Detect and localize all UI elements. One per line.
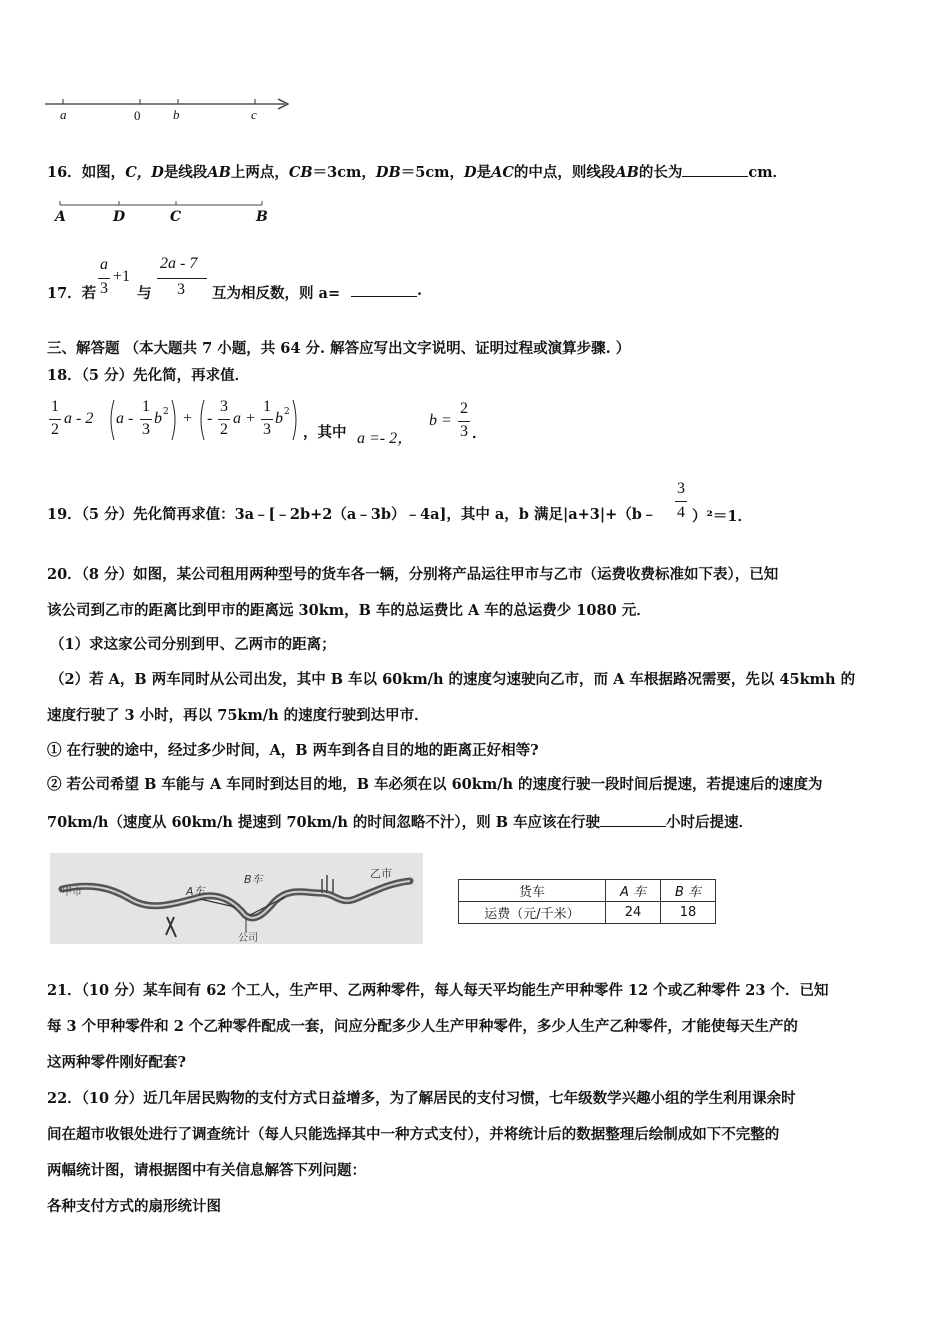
q18-half-den: 2 [51,421,59,438]
q18-paren-right-1 [171,399,179,441]
section-3-title: 三、解答题 （本大题共 7 小题，共 64 分. 解答应写出文字说明、证明过程或演算步骤. ） [47,340,631,357]
q21-line-2: 每 3 个甲种零件和 2 个乙种零件配成一套，问应分配多少人生产甲种零件，多少人生产乙种零件，才能使每天生产的 [47,1018,798,1035]
q20-line-7: ② 若公司希望 B 车能与 A 车同时到达目的地，B 车必须在以 60km/h 的速度行驶一段时间后提速，若提速后的速度为 [47,776,823,793]
q18-square-1: 2 [163,407,169,417]
q18-title: 18．（5 分）先化简，再求值． [47,367,250,384]
segment-label-d: D [113,209,126,225]
q17-frac2-den: 3 [177,281,185,298]
fee-table [458,879,716,924]
q16-var: AC [491,164,514,181]
number-line-label-0: 0 [134,108,141,123]
q18-a-value: a =- 2， [357,430,414,447]
q16-text: 的中点，则线段 [513,164,616,181]
q16-text: 如图， [81,164,126,181]
q18-b-value: b = [429,412,452,429]
q16-var: AB [615,164,639,181]
q17-frac1-den: 3 [100,280,108,297]
q17-with: 与 [137,285,152,302]
segment-diagram [55,198,270,212]
q19-frac-den: 4 [677,504,685,521]
q20-line-6: ① 在行驶的途中，经过多少时间，A，B 两车到各自目的地的距离正好相等? [47,742,539,759]
q22-line-4: 各种支付方式的扇形统计图 [47,1198,221,1215]
q17-answer-blank[interactable] [351,282,417,297]
q20-line-4: （2）若 A，B 两车同时从公司出发，其中 B 车以 60km/h 的速度匀速驶向乙市，而 A 车根据路况需要，先以 45kmh 的 [50,671,856,688]
q18-32-den: 2 [220,421,228,438]
route-road [62,881,410,918]
route-map-image [50,853,423,944]
q18-third-den: 3 [142,421,150,438]
q17-plus-one: +1 [113,268,131,285]
q20-line-8-a: 70km/h（速度从 60km/h 提速到 70km/h 的时间忽略不汁），则 B 车应该在行驶 [47,814,601,831]
q17-frac1-num: a [100,256,108,273]
number-line-label-c: c [251,107,257,122]
q19-tail: ）²＝1． [692,508,752,525]
q20-line-1: 20．（8 分）如图，某公司租用两种型号的货车各一辆，分别将产品运往甲市与乙市（运费收费标准如下表），已知 [47,566,779,583]
q20-answer-blank[interactable] [600,812,666,827]
map-label-yi: 乙市 [370,867,392,880]
q17-end: . [417,282,423,299]
q17-frac2-bar [157,278,207,279]
fee-table-header-a: A 车 [606,880,661,902]
q20-line-8-b: 小时后提速． [666,814,754,831]
q16-text: 上两点， [230,164,289,181]
q16-text: ＝3cm， [312,164,376,181]
q22-line-3: 两幅统计图，请根据图中有关信息解答下列问题： [47,1162,366,1179]
q17-tail: 互为相反数，则 a= [212,285,341,302]
q18-half-bar [49,419,61,420]
q18-minus: - [207,410,213,427]
q18-b-num: 2 [460,400,468,417]
segment-label-c: C [170,209,182,225]
q19-text: 19．（5 分）先化简再求值：3a﹣[﹣2b+2（a﹣3b）﹣4a]，其中 a，b 满足|a+3|+（b﹣ [47,506,657,523]
number-line-label-a: a [60,107,67,122]
route-marker [166,917,176,937]
fee-table-row-label: 运费（元/千米） [459,902,606,924]
q18-expression [47,398,567,448]
q20-line-3: （1）求这家公司分别到甲、乙两市的距离； [50,636,336,653]
q18-half-num: 1 [51,398,59,415]
q18-third-num: 1 [142,398,150,415]
q18-third2-den: 3 [263,421,271,438]
segment-label-a: A [55,209,66,225]
q20-line-8 [47,812,753,833]
number-line-label-b: b [173,107,180,122]
q16-var: AB [207,164,231,181]
q19-frac-num: 3 [677,480,685,497]
q21-line-1: 21．（10 分）某车间有 62 个工人，生产甲、乙两种零件，每人每天平均能生产甲种零件 12 个或乙种零件 23 个．已知 [47,982,829,999]
number-line-diagram [40,92,300,128]
q20-line-2: 该公司到乙市的距离比到甲市的距离远 30km，B 车的总运费比 A 车的总运费少 1080 元． [47,602,651,619]
q16-text: 的长为 [638,164,683,181]
q18-term-a: a - 2 [64,410,94,427]
q18-third2-bar [261,419,273,420]
q16-var: C，D [125,164,164,181]
q18-third2-num: 1 [263,398,271,415]
question-16 [47,162,787,183]
q16-answer-blank[interactable] [682,162,748,177]
fee-table-row [459,902,716,924]
q18-plus: + [183,410,193,427]
q18-paren-left-2 [197,399,205,441]
segment-label-b: B [256,209,268,225]
q16-unit: cm． [748,164,788,181]
q22-line-1: 22．（10 分）近几年居民购物的支付方式日益增多，为了解居民的支付习惯，七年级数学兴趣小组的学生利用课余时 [47,1090,796,1107]
fee-table-header-truck: 货车 [459,880,606,902]
fee-table-value-b: 18 [660,902,715,924]
fee-table-header-row [459,880,716,902]
q16-text: 是线段 [163,164,208,181]
q22-line-2: 间在超市收银处进行了调查统计（每人只能选择其中一种方式支付），并将统计后的数据整理后绘制成如下不完整的 [47,1126,780,1143]
q17-frac2-num: 2a - 7 [160,255,198,272]
q18-32-num: 3 [220,398,228,415]
route-map-drawing [50,853,423,944]
q18-paren-right-2 [292,399,300,441]
q16-text: ＝5cm， [400,164,464,181]
q18-paren-left-1 [107,399,115,441]
map-label-acar: A车 [186,885,205,898]
q16-var: DB [375,164,401,181]
q16-number: 16． [47,164,82,181]
q18-square-2: 2 [284,407,290,417]
q18-32-bar [218,419,230,420]
map-label-jia: 甲市 [62,887,82,898]
q18-b-den: 3 [460,423,468,440]
q17-frac1-bar [98,278,110,279]
q18-inner1: a - [116,410,134,427]
fee-table-value-a: 24 [606,902,661,924]
q18-a-plus: a + [233,410,256,427]
fee-table-header-b: B 车 [660,880,715,902]
q18-b-term-2: b [275,410,283,427]
q18-where: ，其中 [303,424,347,441]
q16-text: 是 [476,164,492,181]
q16-var: D [464,164,477,181]
map-label-bcar: B车 [244,873,263,886]
q19-frac-bar [675,501,687,502]
map-label-company: 公司 [238,933,258,944]
q18-b-bar [458,421,470,422]
q18-dot: ． [472,425,487,442]
q17-prefix: 17．若 [47,285,97,302]
q21-line-3: 这两种零件刚好配套? [47,1054,186,1071]
q16-var: CB [288,164,313,181]
q20-line-5: 速度行驶了 3 小时，再以 75km/h 的速度行驶到达甲市． [47,707,429,724]
q18-third-bar [140,419,152,420]
q18-b-term: b [154,410,162,427]
